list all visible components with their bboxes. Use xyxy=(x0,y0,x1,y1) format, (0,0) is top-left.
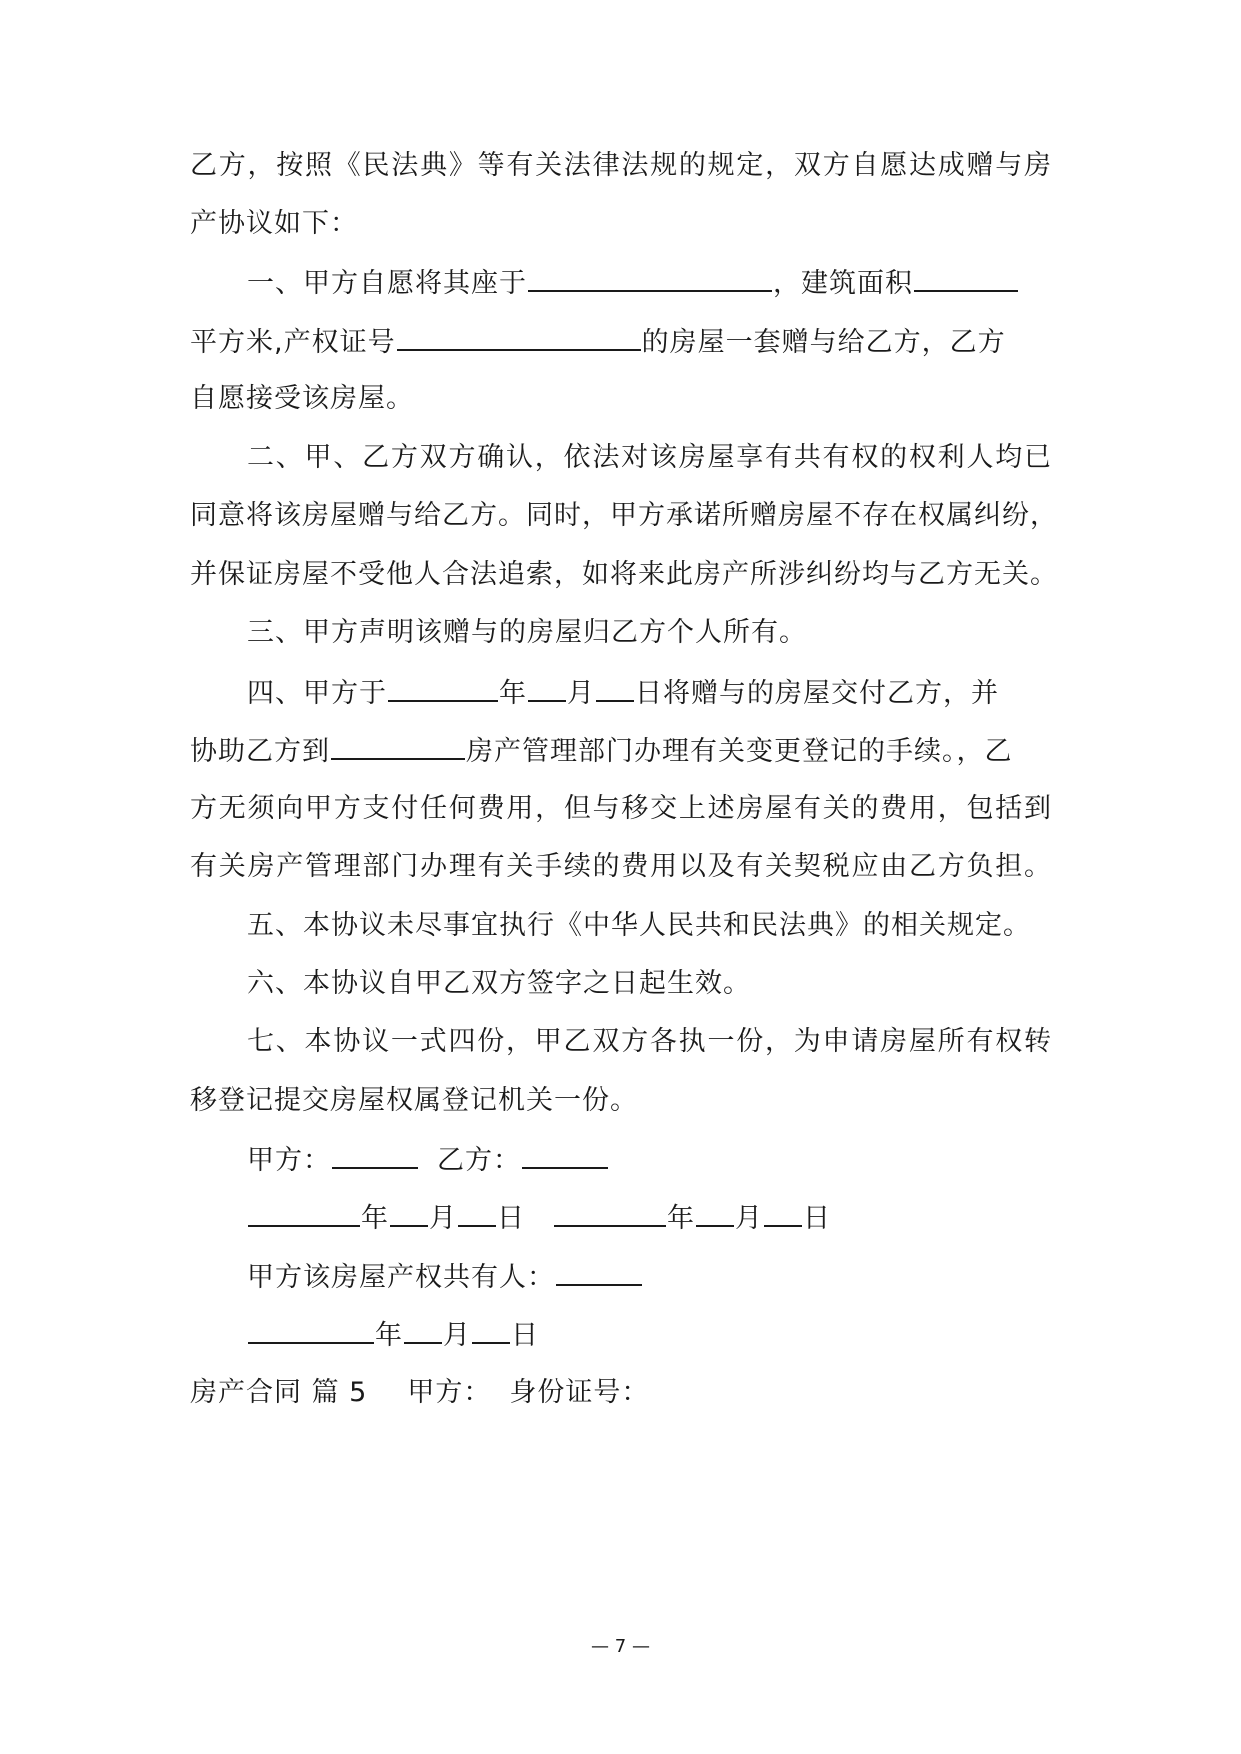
text: 日 xyxy=(497,1203,525,1234)
clause-1-line-3 xyxy=(190,381,414,417)
text: 六、本协议自甲乙双方签字之日起生效。 xyxy=(247,968,751,999)
clause-4-line-2 xyxy=(190,732,1013,770)
clause-4-line-1 xyxy=(247,674,999,712)
text: 三、甲方声明该赠与的房屋归乙方个人所有。 xyxy=(247,617,807,648)
text: 年 xyxy=(375,1320,403,1351)
id-number-label: 身份证号： xyxy=(509,1377,650,1408)
paragraph-line xyxy=(190,148,1052,184)
party-b-month-blank[interactable] xyxy=(696,1199,734,1227)
party-a-month-blank[interactable] xyxy=(390,1199,428,1227)
co-owner-line xyxy=(247,1258,643,1296)
text: 七、本协议一式四份，甲乙双方各执一份，为申请房屋所有权转 xyxy=(247,1026,1052,1057)
text: 方无须向甲方支付任何费用，但与移交上述房屋有关的费用，包括到 xyxy=(190,793,1052,824)
party-b-signature-blank[interactable] xyxy=(522,1141,608,1169)
text: 月 xyxy=(567,678,595,709)
signature-date-line xyxy=(247,1199,831,1237)
text: 日 xyxy=(803,1203,831,1234)
text: 二、甲、乙方双方确认，依法对该房屋享有共有权的权利人均已 xyxy=(247,442,1052,473)
signature-line xyxy=(247,1141,609,1179)
clause-5 xyxy=(247,908,1031,944)
text: 月 xyxy=(443,1320,471,1351)
text: 自愿接受该房屋。 xyxy=(190,383,414,414)
section-title: 房产合同 篇 5 xyxy=(190,1377,368,1408)
text: 四、甲方于 xyxy=(247,678,387,709)
year-blank[interactable] xyxy=(388,674,498,702)
certificate-number-blank[interactable] xyxy=(397,323,641,351)
day-blank[interactable] xyxy=(596,674,634,702)
text: 乙方，按照《民法典》等有关法律法规的规定，双方自愿达成赠与房 xyxy=(190,150,1052,181)
text: 月 xyxy=(429,1203,457,1234)
co-owner-month-blank[interactable] xyxy=(404,1316,442,1344)
co-owner-year-blank[interactable] xyxy=(248,1316,374,1344)
clause-1-line-2 xyxy=(190,323,1006,361)
text: 五、本协议未尽事宜执行《中华人民共和民法典》的相关规定。 xyxy=(247,910,1031,941)
page-number: — 7 — xyxy=(591,1636,650,1657)
party-a-label: 甲方： xyxy=(247,1145,331,1176)
month-blank[interactable] xyxy=(528,674,566,702)
department-blank[interactable] xyxy=(331,732,465,760)
clause-4-line-3 xyxy=(190,791,1052,827)
text: 平方米,产权证号 xyxy=(190,327,396,358)
clause-3 xyxy=(247,615,807,651)
text: 产协议如下： xyxy=(190,208,358,239)
party-b-year-blank[interactable] xyxy=(554,1199,666,1227)
clause-7-line-2 xyxy=(190,1083,638,1119)
party-a-signature-blank[interactable] xyxy=(332,1141,418,1169)
text: 日将赠与的房屋交付乙方，并 xyxy=(635,678,999,709)
text: 有关房产管理部门办理有关手续的费用以及有关契税应由乙方负担。 xyxy=(190,851,1052,882)
text: 年 xyxy=(499,678,527,709)
party-a-day-blank[interactable] xyxy=(458,1199,496,1227)
section-heading-line xyxy=(190,1375,649,1411)
area-blank[interactable] xyxy=(914,264,1018,292)
text: 月 xyxy=(735,1203,763,1234)
party-b-day-blank[interactable] xyxy=(764,1199,802,1227)
party-b-label: 乙方： xyxy=(437,1145,521,1176)
text: ，建筑面积 xyxy=(773,268,913,299)
text: 年 xyxy=(361,1203,389,1234)
paragraph-line xyxy=(190,206,358,242)
co-owner-day-blank[interactable] xyxy=(472,1316,510,1344)
text: 协助乙方到 xyxy=(190,736,330,767)
party-a-label: 甲方： xyxy=(407,1377,492,1408)
text: 年 xyxy=(667,1203,695,1234)
party-a-year-blank[interactable] xyxy=(248,1199,360,1227)
text: 并保证房屋不受他人合法追索，如将来此房产所涉纠纷均与乙方无关。 xyxy=(190,559,1058,590)
address-blank[interactable] xyxy=(528,264,772,292)
text: 一、甲方自愿将其座于 xyxy=(247,268,527,299)
co-owner-date-line xyxy=(247,1316,539,1354)
clause-2-line-1 xyxy=(247,440,1052,476)
clause-4-line-4 xyxy=(190,849,1052,885)
text: 房产管理部门办理有关变更登记的手续。，乙 xyxy=(466,736,1013,767)
clause-7-line-1 xyxy=(247,1024,1052,1060)
text: 日 xyxy=(511,1320,539,1351)
text: 甲方该房屋产权共有人： xyxy=(247,1262,555,1293)
clause-2-line-3 xyxy=(190,557,1058,593)
clause-6 xyxy=(247,966,751,1002)
co-owner-signature-blank[interactable] xyxy=(556,1258,642,1286)
clause-2-line-2 xyxy=(190,498,1058,534)
clause-1-line-1 xyxy=(247,264,1019,302)
text: 同意将该房屋赠与给乙方。同时，甲方承诺所赠房屋不存在权属纠纷， xyxy=(190,500,1058,531)
text: 的房屋一套赠与给乙方，乙方 xyxy=(641,327,1006,358)
text: 移登记提交房屋权属登记机关一份。 xyxy=(190,1085,638,1116)
